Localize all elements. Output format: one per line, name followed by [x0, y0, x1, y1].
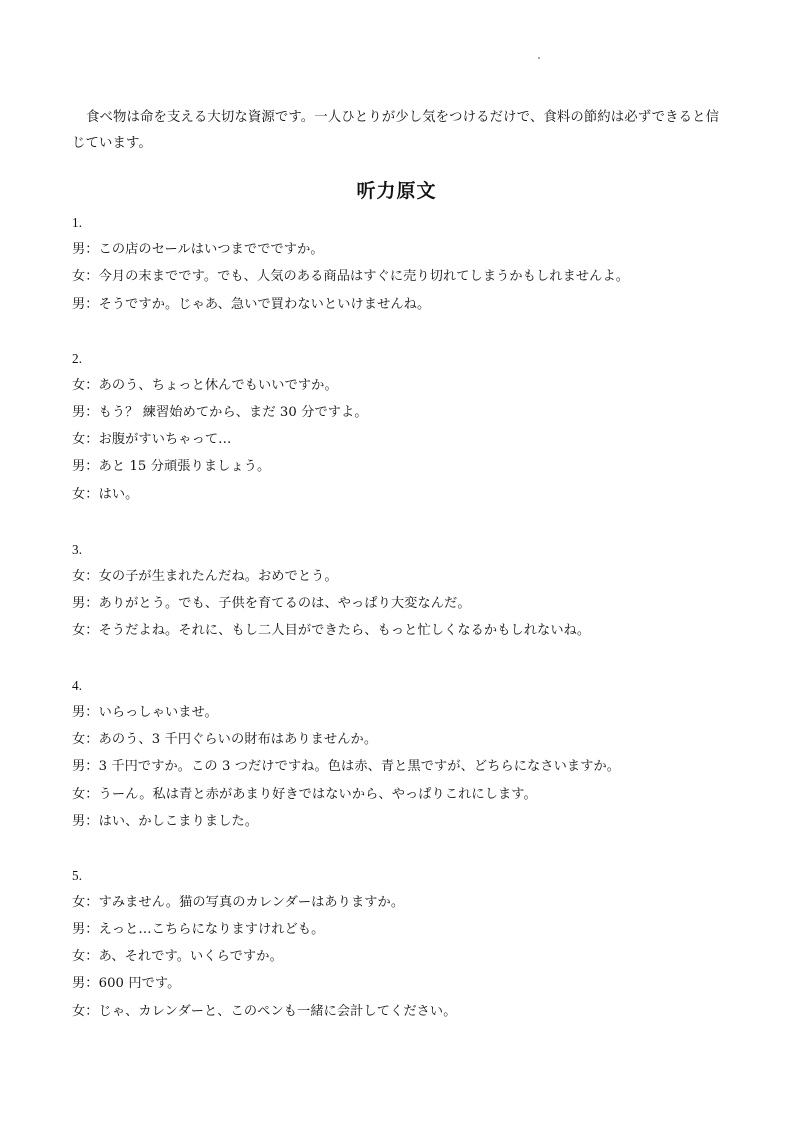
dialogue-line: 女：あのう、3 千円ぐらいの財布はありませんか。: [72, 732, 378, 747]
dialogue-line: 男：600 円です。: [72, 976, 181, 991]
dialogue-line: 女：あのう、ちょっと休んでもいいですか。: [72, 378, 338, 393]
section-number: 4.: [72, 678, 83, 693]
dialogue-line: 女：そうだよね。それに、もし二人目ができたら、もっと忙しくなるかもしれないね。: [72, 623, 591, 638]
section-number: 5.: [72, 868, 83, 883]
dialogue-line: 女：じゃ、カレンダーと、このペンも一緒に会計してください。: [72, 1004, 457, 1019]
dialogue-line: 男：いらっしゃいませ。: [72, 705, 218, 720]
dialogue-line: 男：はい、かしこまりました。: [72, 814, 259, 829]
dialogue-line: 男：この店のセールはいつまででですか。: [72, 242, 324, 257]
dialogue-line: 女：うーん。私は青と赤があまり好きではないから、やっぱりこれにします。: [72, 787, 537, 802]
intro-paragraph: 食べ物は命を支える大切な資源です。一人ひとりが少し気をつけるだけで、食料の節約は必ずできると信じています。: [72, 110, 720, 152]
dialogue-line: 男：そうですか。じゃあ、急いで買わないといけませんね。: [72, 297, 431, 312]
dialogue-line: 男：3 千円ですか。この 3 つだけですね。色は赤、青と黒ですが、どちらになさいますか。: [72, 759, 621, 774]
dialogue-line: 女：今月の末までです。でも、人気のある商品はすぐに売り切れてしまうかもしれませんよ。: [72, 269, 630, 284]
section-number: 1.: [72, 215, 83, 230]
section-heading: 听力原文: [356, 180, 437, 202]
dialogue-line: 女：はい。: [72, 487, 139, 502]
dialogue-line: 男：ありがとう。でも、子供を育てるのは、やっぱり大変なんだ。: [72, 596, 471, 611]
dialogue-line: 男：えっと…こちらになりますけれども。: [72, 922, 325, 937]
section-number: 2.: [72, 351, 83, 366]
dialogue-line: 女：女の子が生まれたんだね。おめでとう。: [72, 569, 338, 584]
dialogue-line: 女：お腹がすいちゃって…: [72, 432, 232, 447]
section-number: 3.: [72, 542, 83, 557]
page-dot-mark: [538, 57, 540, 59]
dialogue-line: 男：もう？ 練習始めてから、まだ 30 分ですよ。: [72, 405, 368, 420]
dialogue-line: 男：あと 15 分頑張りましょう。: [72, 459, 271, 474]
dialogue-line: 女：あ、それです。いくらですか。: [72, 949, 283, 964]
dialogue-line: 女：すみません。猫の写真のカレンダーはありますか。: [72, 895, 405, 910]
